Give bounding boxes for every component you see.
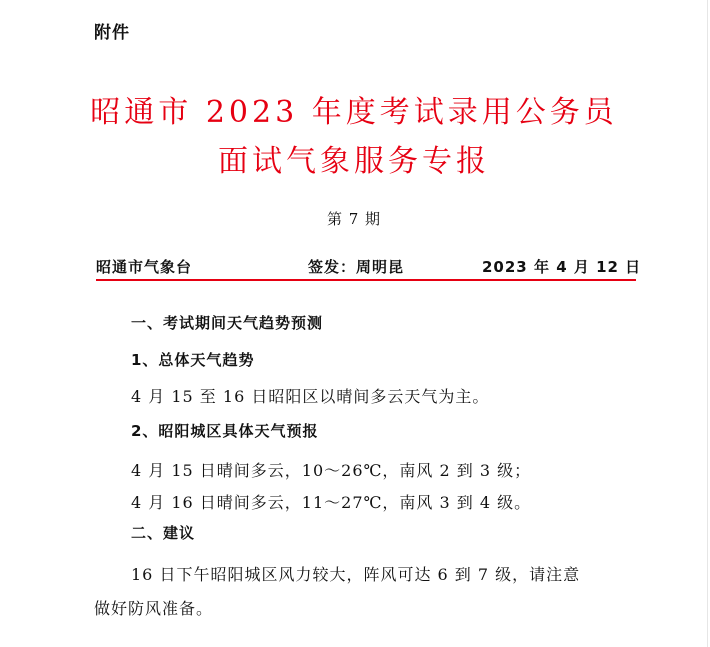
document-title-line2: 面试气象服务专报 xyxy=(218,144,490,179)
sub1-text: 4 月 15 至 16 日昭阳区以晴间多云天气为主。 xyxy=(131,387,490,406)
issue-number: 第 7 期 xyxy=(326,210,382,228)
forecast-line: 4 月 16 日晴间多云，11～27℃，南风 3 到 4 级。 xyxy=(131,493,532,512)
section2-heading: 二、建议 xyxy=(131,524,196,542)
issue-date: 2023 年 4 月 12 日 xyxy=(482,258,642,276)
advice-text-line2: 做好防风准备。 xyxy=(94,599,214,618)
document-title-line1: 昭通市 2023 年度考试录用公务员 xyxy=(90,95,618,130)
sub1-heading: 1、总体天气趋势 xyxy=(131,351,255,369)
sub2-heading: 2、昭阳城区具体天气预报 xyxy=(131,422,319,440)
forecast-line: 4 月 15 日晴间多云，10～26℃，南风 2 到 3 级； xyxy=(131,461,532,480)
header-divider xyxy=(96,279,636,281)
signer: 签发：周明昆 xyxy=(308,258,405,276)
advice-text-line1: 16 日下午昭阳城区风力较大，阵风可达 6 到 7 级，请注意 xyxy=(131,565,581,584)
section1-heading: 一、考试期间天气趋势预测 xyxy=(131,314,324,332)
issuer-header xyxy=(96,256,642,278)
issuing-organization: 昭通市气象台 xyxy=(96,258,193,276)
attachment-label: 附件 xyxy=(94,23,130,43)
